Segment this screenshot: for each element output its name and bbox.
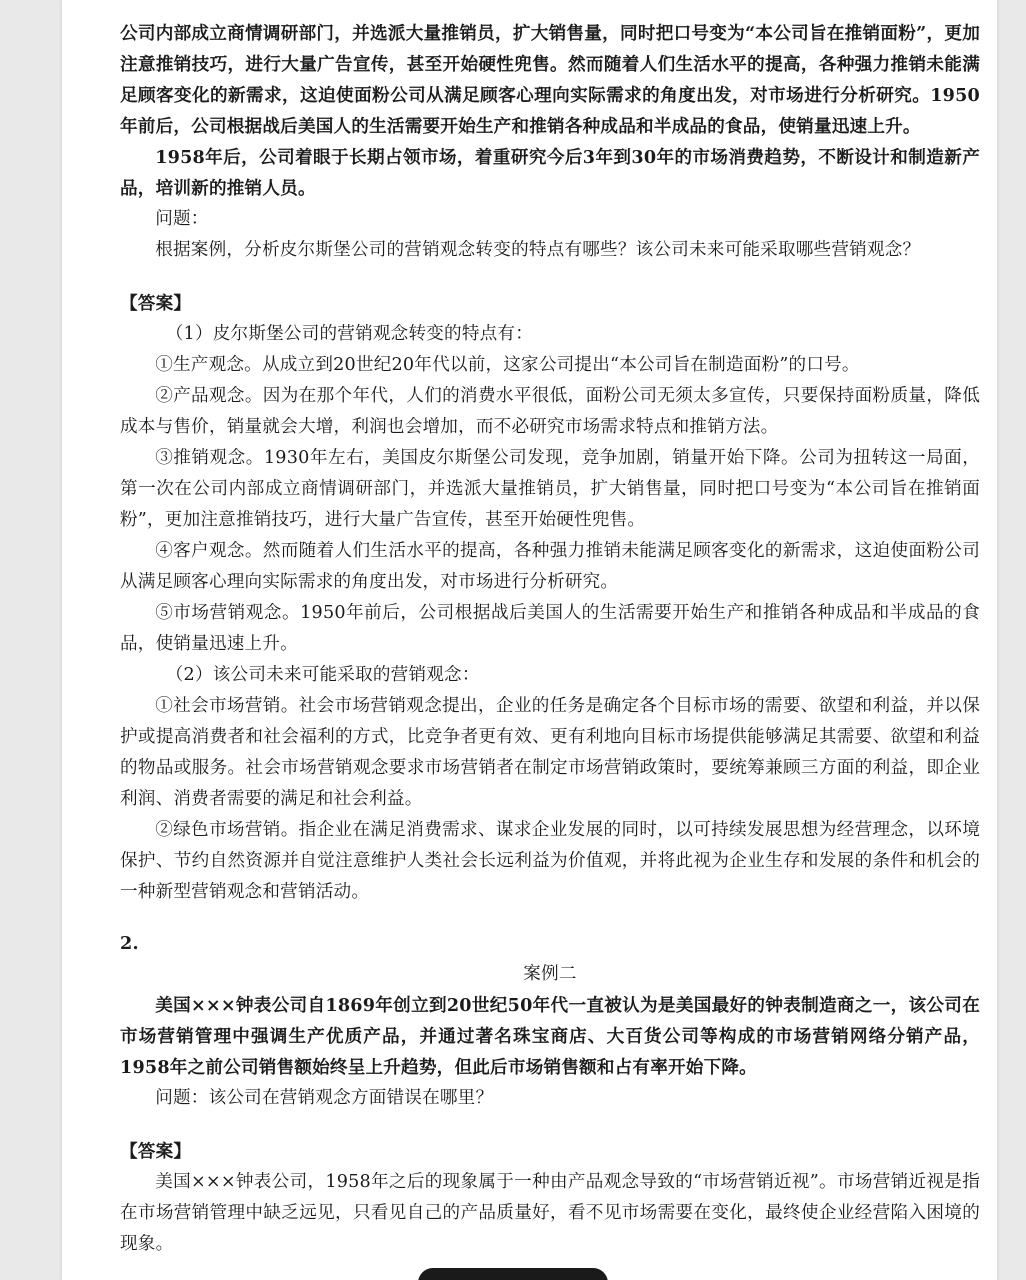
spacer bbox=[120, 266, 980, 280]
answer-item-production: ①生产观念。从成立到20世纪20年代以前，这家公司提出“本公司旨在制造面粉”的口号。 bbox=[155, 355, 860, 375]
answer-item-social-marketing: ①社会市场营销。社会市场营销观念提出，企业的任务是确定各个目标市场的需要、欲望和利益，并以保护或提高消费者和社会福利的方式，比竞争者更有效、更有利地向目标市场提供能够满足其需要、欲望和利益的物品或服务。社会市场营销观念要求市场营销者在制定市场营销政策时，要统筹兼顾三方面的利益，即企业利润、消费者需要的满足和社会利益。 bbox=[120, 696, 980, 809]
home-indicator bbox=[418, 1268, 608, 1280]
case-two-text: 美国×××钟表公司自1869年创立到20世纪50年代一直被认为是美国最好的钟表制造商之一，该公司在市场营销管理中强调生产优质产品，并通过著名珠宝商店、大百货公司等构成的市场营销网络分销产品，1958年之前公司销售额始终呈上升趋势，但此后市场销售额和占有率开始下降。 bbox=[120, 995, 980, 1078]
answer-heading-2: 【答案】 bbox=[120, 1141, 192, 1162]
section-number: 2. bbox=[120, 933, 139, 954]
answer-item-customer: ④客户观念。然而随着人们生活水平的提高，各种强力推销未能满足顾客变化的新需求，这迫使面粉公司从满足顾客心理向实际需求的角度出发，对市场进行分析研究。 bbox=[120, 541, 980, 592]
document-content bbox=[120, 18, 980, 1260]
spacer bbox=[120, 1114, 980, 1128]
case-title: 案例二 bbox=[523, 964, 577, 984]
question-label: 问题： bbox=[155, 209, 209, 229]
case-two-answer: 美国×××钟表公司，1958年之后的现象属于一种由产品观念导致的“市场营销近视”。市场营销近视是指在市场营销管理中缺乏远见，只看见自己的产品质量好，看不见市场需要在变化，最终使企业经营陷入困境的现象。 bbox=[120, 1172, 980, 1254]
case-two-question: 问题：该公司在营销观念方面错误在哪里？ bbox=[155, 1088, 494, 1108]
answer-part-2-title: （2）该公司未来可能采取的营销观念： bbox=[165, 665, 480, 685]
case-paragraph-1: 公司内部成立商情调研部门，并选派大量推销员，扩大销售量，同时把口号变为“本公司旨在推销面粉”，更加注意推销技巧，进行大量广告宣传，甚至开始硬性兜售。然而随着人们生活水平的提高，各种强力推销未能满足顾客变化的新需求，这迫使面粉公司从满足顾客心理向实际需求的角度出发，对市场进行分析研究。1950年前后，公司根据战后美国人的生活需要开始生产和推销各种成品和半成品的食品，使销量迅速上升。 bbox=[120, 23, 980, 137]
answer-part-1-title: （1）皮尔斯堡公司的营销观念转变的特点有： bbox=[165, 324, 534, 344]
document-page bbox=[62, 0, 997, 1280]
answer-item-marketing: ⑤市场营销观念。1950年前后，公司根据战后美国人的生活需要开始生产和推销各种成品和半成品的食品，使销量迅速上升。 bbox=[120, 603, 980, 654]
question-text: 根据案例，分析皮尔斯堡公司的营销观念转变的特点有哪些？该公司未来可能采取哪些营销观念？ bbox=[155, 240, 921, 260]
spacer bbox=[120, 908, 980, 922]
answer-item-product: ②产品观念。因为在那个年代，人们的消费水平很低，面粉公司无须太多宣传，只要保持面粉质量，降低成本与售价，销量就会大增，利润也会增加，而不必研究市场需求特点和推销方法。 bbox=[120, 386, 980, 437]
answer-item-selling: ③推销观念。1930年左右，美国皮尔斯堡公司发现，竞争加剧，销量开始下降。公司为扭转这一局面，第一次在公司内部成立商情调研部门，并选派大量推销员，扩大销售量，同时把口号变为“本公司旨在推销面粉”，更加注意推销技巧，进行大量广告宣传，甚至开始硬性兜售。 bbox=[120, 448, 980, 530]
case-paragraph-2: 1958年后，公司着眼于长期占领市场，着重研究今后3年到30年的市场消费趋势，不断设计和制造新产品，培训新的推销人员。 bbox=[120, 147, 980, 199]
answer-item-green-marketing: ②绿色市场营销。指企业在满足消费需求、谋求企业发展的同时，以可持续发展思想为经营理念，以环境保护、节约自然资源并自觉注意维护人类社会长远利益为价值观，并将此视为企业生存和发展的条件和机会的一种新型营销观念和营销活动。 bbox=[120, 820, 980, 902]
answer-heading: 【答案】 bbox=[120, 293, 192, 314]
